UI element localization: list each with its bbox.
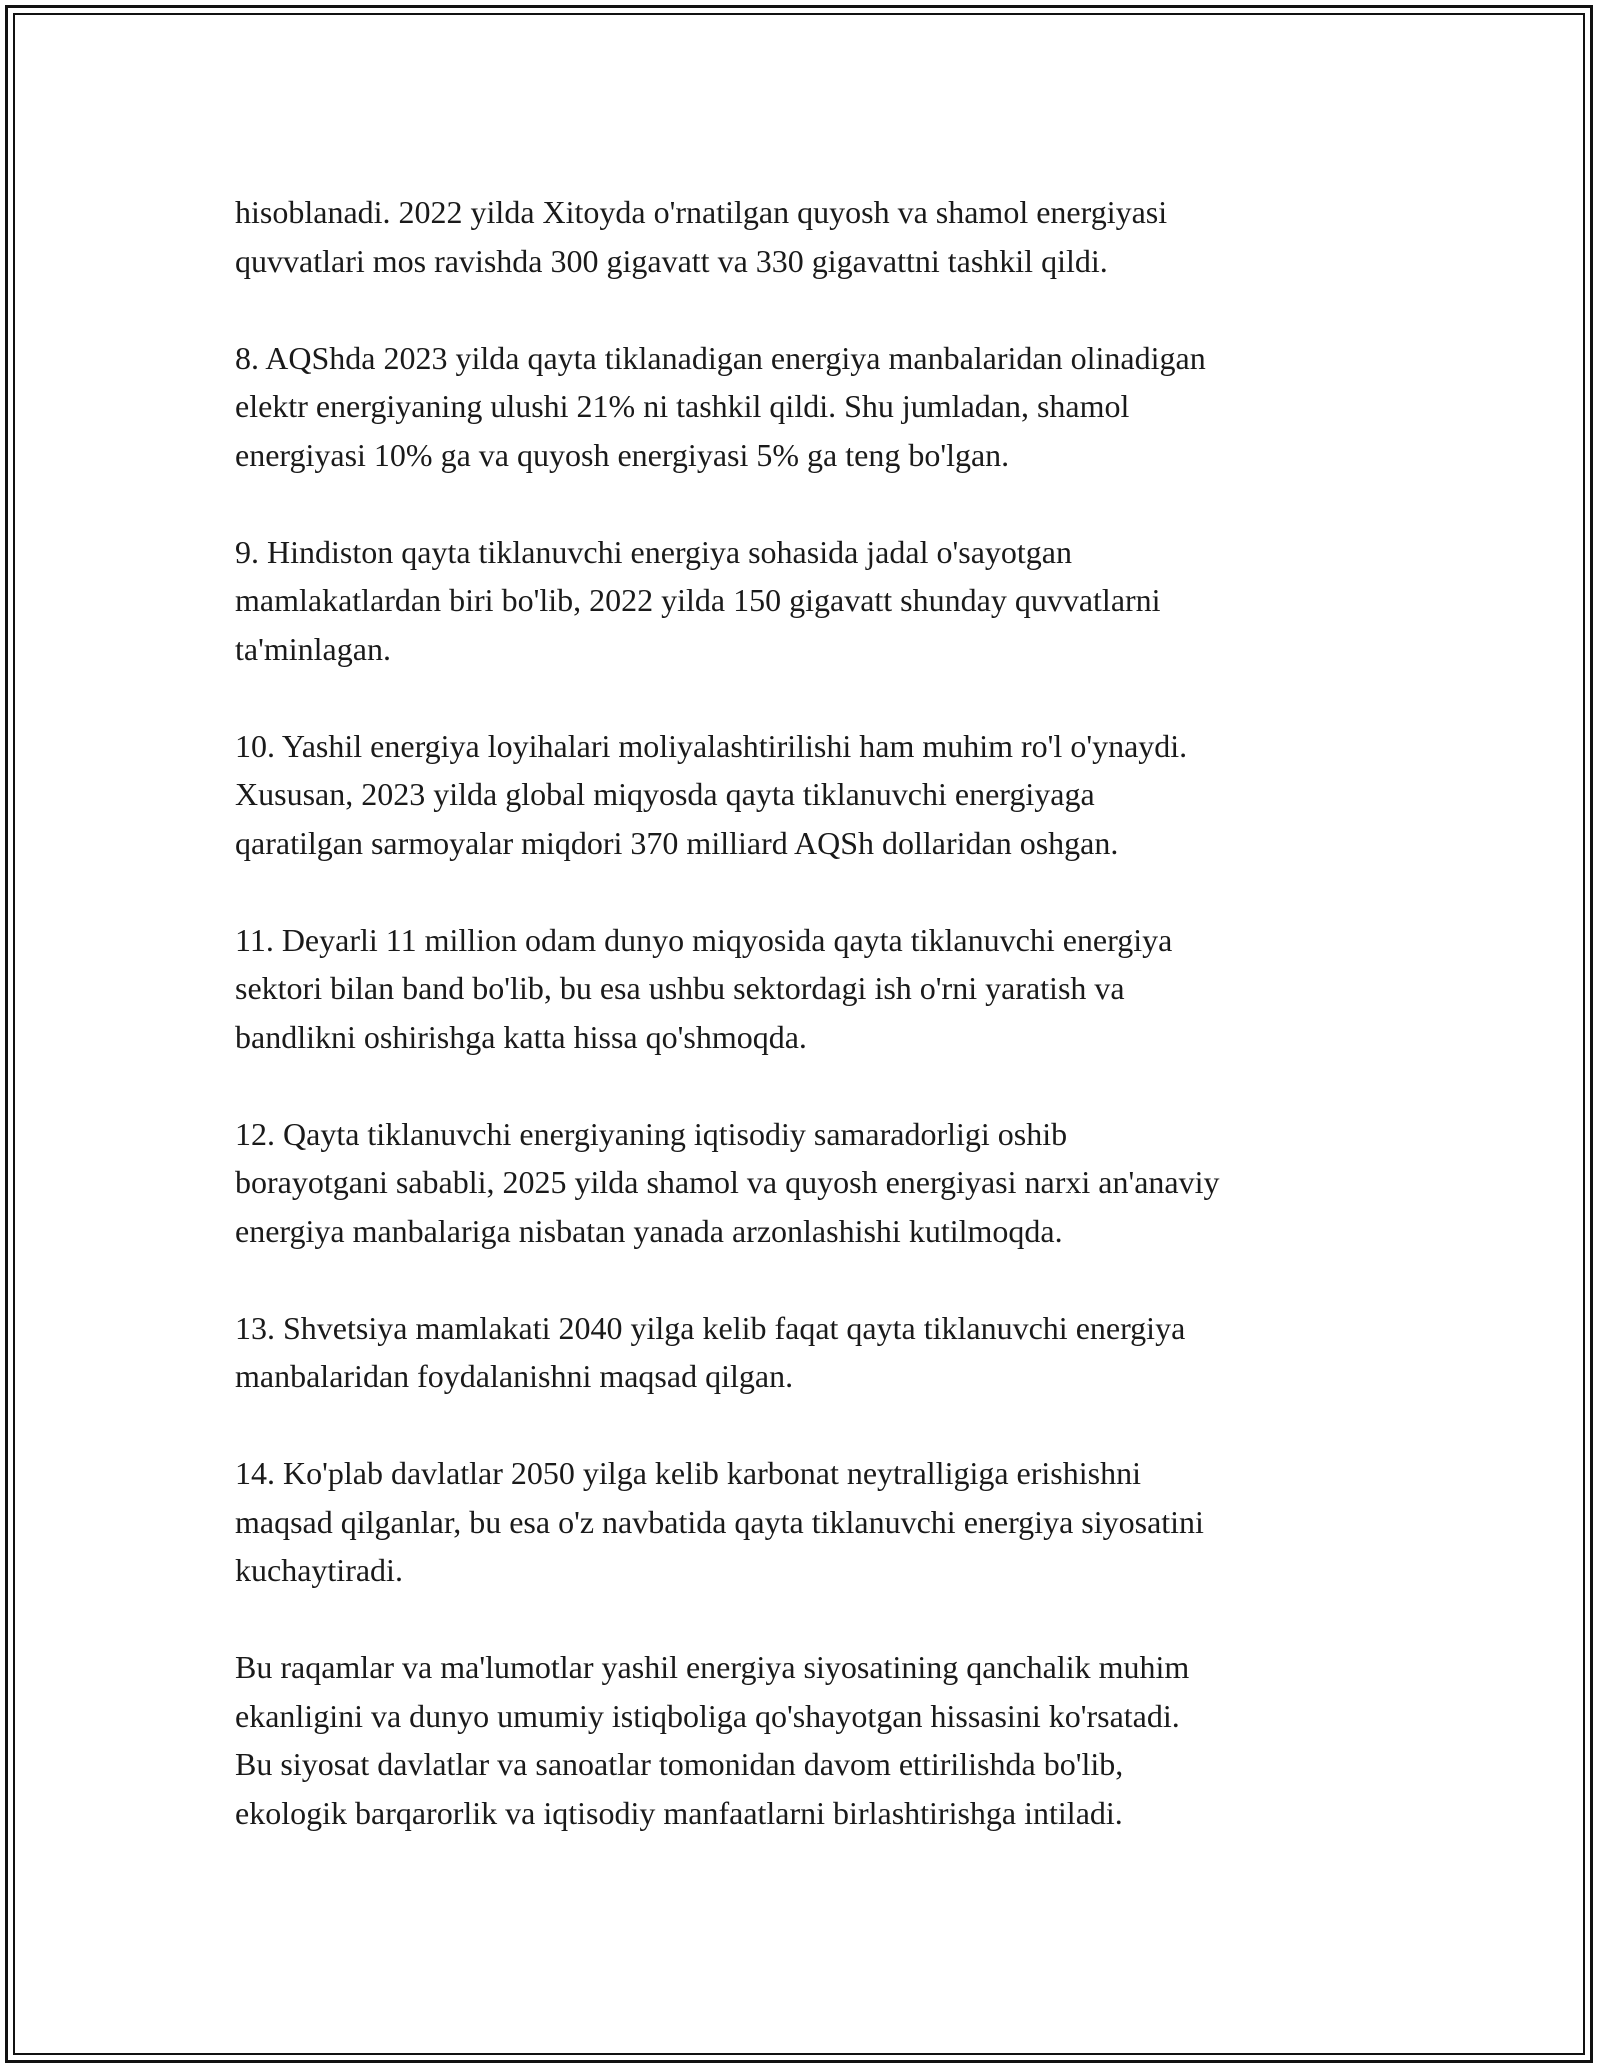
text-line: mamlakatlardan biri bo'lib, 2022 yilda 150 gigavatt shunday quvvatlarni bbox=[235, 582, 1161, 618]
text-line: bandlikni oshirishga katta hissa qo'shmoqda. bbox=[235, 1018, 807, 1055]
text-line: 12. Qayta tiklanuvchi energiyaning iqtisodiy samaradorligi oshib bbox=[235, 1115, 1068, 1152]
text-line: ekanligini va dunyo umumiy istiqboliga qo'shayotgan hissasini ko'rsatadi. bbox=[235, 1697, 1180, 1734]
text-line: 14. Ko'plab davlatlar 2050 yilga kelib karbonat neytralligiga erishishni bbox=[235, 1455, 1141, 1491]
paragraph-item-13 bbox=[235, 1304, 1385, 1401]
text-line: quvvatlari mos ravishda 300 gigavatt va 330 gigavattni tashkil qildi. bbox=[235, 242, 1108, 279]
paragraph-continuation bbox=[235, 188, 1385, 285]
text-line: 10. Yashil energiya loyihalari moliyalashtirilishi ham muhim ro'l o'ynaydi. bbox=[235, 727, 1188, 764]
text-line: hisoblanadi. 2022 yilda Xitoyda o'rnatilgan quyosh va shamol energiyasi bbox=[235, 194, 1168, 230]
text-line: 11. Deyarli 11 million odam dunyo miqyosida qayta tiklanuvchi energiya bbox=[235, 921, 1173, 958]
text-line: manbalaridan foydalanishni maqsad qilgan. bbox=[235, 1358, 794, 1394]
text-line: sektori bilan band bo'lib, bu esa ushbu sektordagi ish o'rni yaratish va bbox=[235, 970, 1125, 1006]
text-line: Bu siyosat davlatlar va sanoatlar tomonidan davom ettirilishda bo'lib, bbox=[235, 1746, 1124, 1782]
text-line: maqsad qilganlar, bu esa o'z navbatida qayta tiklanuvchi energiya siyosatini bbox=[235, 1503, 1204, 1540]
text-line: 13. Shvetsiya mamlakati 2040 yilga kelib faqat qayta tiklanuvchi energiya bbox=[235, 1309, 1186, 1346]
text-line: Bu raqamlar va ma'lumotlar yashil energiya siyosatining qanchalik muhim bbox=[235, 1649, 1190, 1685]
text-line: kuchaytiradi. bbox=[235, 1552, 403, 1588]
text-line: 9. Hindiston qayta tiklanuvchi energiya sohasida jadal o'sayotgan bbox=[235, 533, 1072, 570]
text-line: 8. AQShda 2023 yilda qayta tiklanadigan energiya manbalaridan olinadigan bbox=[235, 339, 1206, 376]
paragraph-item-14 bbox=[235, 1449, 1385, 1595]
paragraph-item-11 bbox=[235, 916, 1385, 1062]
paragraph-conclusion bbox=[235, 1643, 1385, 1837]
document-body bbox=[235, 188, 1385, 1837]
text-line: ekologik barqarorlik va iqtisodiy manfaatlarni birlashtirishga intiladi. bbox=[235, 1794, 1123, 1831]
text-line: borayotgani sababli, 2025 yilda shamol va quyosh energiyasi narxi an'anaviy bbox=[235, 1164, 1220, 1200]
text-line: energiya manbalariga nisbatan yanada arzonlashishi kutilmoqda. bbox=[235, 1212, 1063, 1249]
paragraph-item-10 bbox=[235, 722, 1385, 868]
text-line: Xususan, 2023 yilda global miqyosda qayta tiklanuvchi energiyaga bbox=[235, 776, 1095, 812]
text-line: energiyasi 10% ga va quyosh energiyasi 5% ga teng bo'lgan. bbox=[235, 436, 1010, 473]
text-line: qaratilgan sarmoyalar miqdori 370 milliard AQSh dollaridan oshgan. bbox=[235, 824, 1119, 861]
paragraph-item-8 bbox=[235, 334, 1385, 480]
paragraph-item-12 bbox=[235, 1110, 1385, 1256]
text-line: ta'minlagan. bbox=[235, 630, 391, 667]
text-line: elektr energiyaning ulushi 21% ni tashkil qildi. Shu jumladan, shamol bbox=[235, 388, 1130, 424]
paragraph-item-9 bbox=[235, 528, 1385, 674]
